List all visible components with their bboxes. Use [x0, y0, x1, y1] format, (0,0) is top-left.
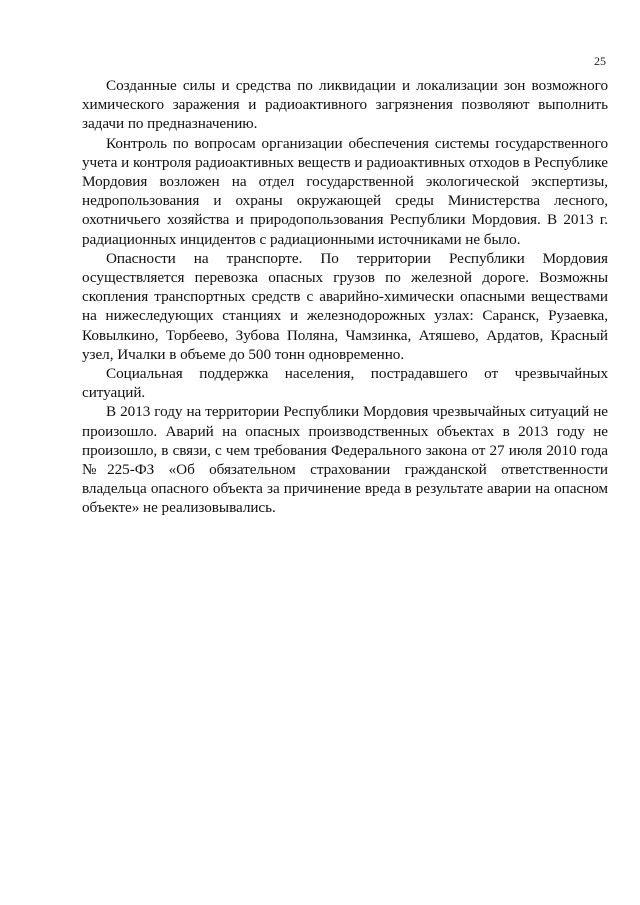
- document-body: [82, 76, 608, 518]
- paragraph-social-support-heading: Социальная поддержка населения, пострадавшего от чрезвычайных ситуаций.: [82, 365, 608, 402]
- paragraph-forces-and-means: Созданные силы и средства по ликвидации и локализации зон возможного химического заражения и радиоактивного загрязнения позволяют выполнить задачи по предназначению.: [82, 77, 608, 133]
- paragraph-transport-hazards: Опасности на транспорте. По территории Республики Мордовия осуществляется перевозка опасных грузов по железной дороге. Возможны скопления транспортных средств с аварийно-химически опасными веществами на нижеследующих станциях и железнодорожных узлах: Саранск, Рузаевка, Ковылкино, Торбеево, Зубова Поляна, Чамзинка, Атяшево, Ардатов, Красный узел, Ичалки в объеме до 500 тонн одновременно.: [82, 249, 608, 363]
- paragraph-radioactive-control: Контроль по вопросам организации обеспечения системы государственного учета и контроля радиоактивных веществ и радиоактивных отходов в Республике Мордовия возложен на отдел государственной экологической экспертизы, недропользования и охраны окружающей среды Министерства лесного, охотничьего хозяйства и природопользования Республики Мордовия. В 2013 г. радиационных инцидентов с радиационными источниками не было.: [82, 134, 608, 248]
- page-number: 25: [594, 54, 606, 68]
- paragraph-emergencies-2013: В 2013 году на территории Республики Мордовия чрезвычайных ситуаций не произошло. Аварий на опасных производственных объектах в 2013 году не произошло, в связи, с чем требования Федерального закона от 27 июля 2010 года №225-ФЗ «Об обязательном страховании гражданской ответственности владельца опасного объекта за причинение вреда в результате аварии на опасном объекте» не реализовывались.: [82, 403, 608, 517]
